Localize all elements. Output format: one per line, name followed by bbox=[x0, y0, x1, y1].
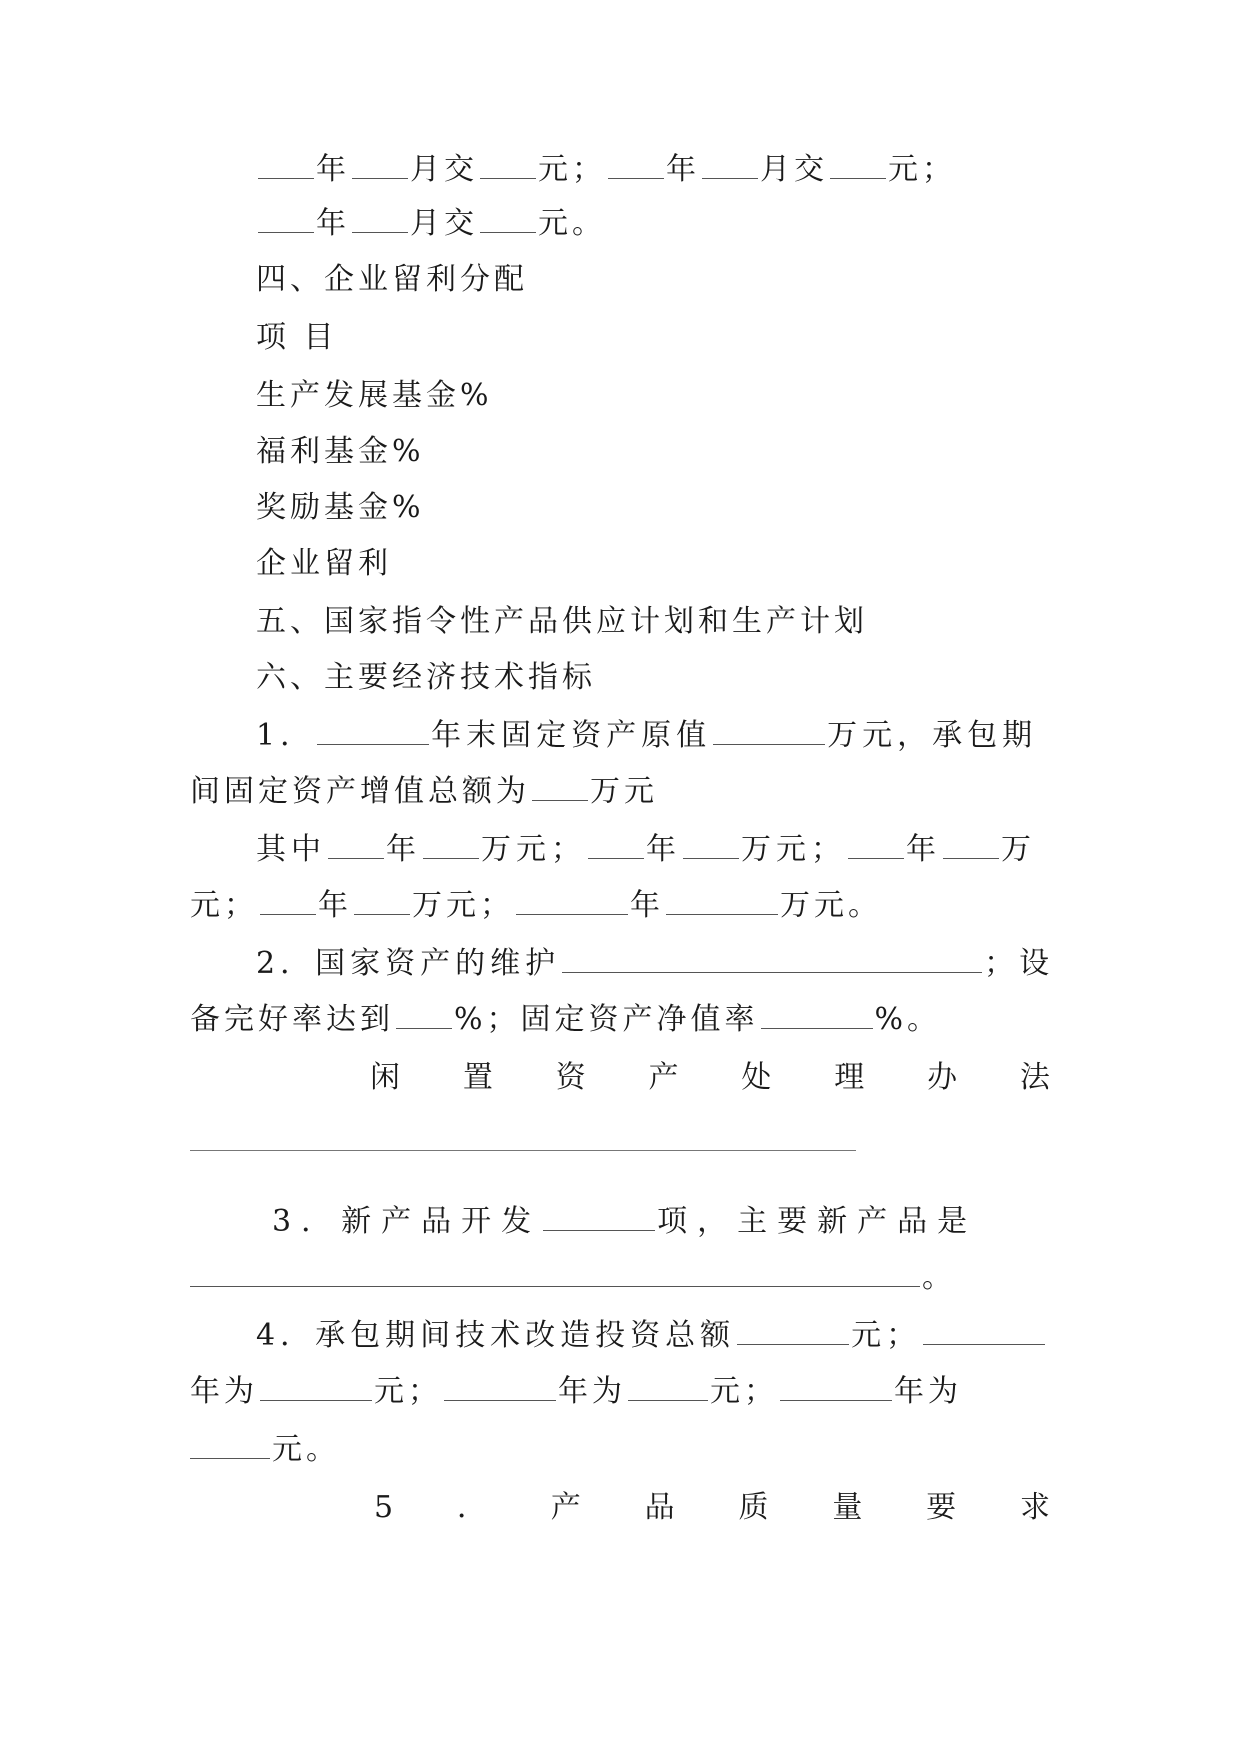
blank-field[interactable] bbox=[543, 1204, 655, 1231]
indicator-2-line-2 bbox=[190, 1000, 1050, 1040]
item-bonus-fund: 奖励基金% bbox=[256, 490, 425, 525]
text-yuan: 元； bbox=[851, 1318, 922, 1353]
blank-field[interactable] bbox=[943, 832, 999, 859]
blank-field[interactable] bbox=[713, 718, 825, 745]
indicator-4-line-2 bbox=[190, 1372, 1050, 1412]
text-char: 品 bbox=[644, 1490, 675, 1525]
text-char: 闲 bbox=[370, 1060, 400, 1095]
indicator-2-line-1 bbox=[256, 944, 1055, 984]
blank-field[interactable] bbox=[480, 152, 536, 179]
blank-field[interactable] bbox=[480, 206, 536, 233]
text-year-is: 年为 bbox=[894, 1374, 962, 1409]
blank-field[interactable] bbox=[666, 888, 778, 915]
idle-assets-blank-line[interactable] bbox=[190, 1150, 856, 1151]
item-header: 项 目 bbox=[256, 320, 338, 355]
indicator-1-line-2 bbox=[190, 772, 1050, 812]
indicator-1-breakdown-line-2 bbox=[190, 886, 1050, 926]
blank-field[interactable] bbox=[444, 1374, 556, 1401]
text-year: 年 bbox=[906, 832, 941, 867]
text-char: 置 bbox=[462, 1060, 493, 1095]
text-year: 年 bbox=[646, 832, 681, 867]
indicator-1-breakdown-line-1 bbox=[256, 830, 1050, 870]
text-char: ． bbox=[456, 1490, 487, 1525]
text-char: 要 bbox=[926, 1490, 957, 1525]
blank-field[interactable] bbox=[190, 1432, 270, 1459]
indicator-4-line-1 bbox=[256, 1316, 1050, 1356]
blank-field[interactable] bbox=[352, 152, 408, 179]
blank-field[interactable] bbox=[923, 1318, 1045, 1345]
indicator-1-line-1 bbox=[256, 716, 1050, 756]
text-among: 其中 bbox=[256, 832, 326, 867]
indicator-5-heading bbox=[374, 1488, 1050, 1528]
text-yuan: 元； bbox=[190, 888, 258, 923]
text-yuan: 元； bbox=[374, 1374, 442, 1409]
text-year: 年 bbox=[666, 152, 700, 187]
item-number: 2． bbox=[256, 946, 316, 981]
text-char: 求 bbox=[1020, 1490, 1050, 1525]
text-char: 法 bbox=[1019, 1060, 1050, 1095]
blank-field[interactable] bbox=[562, 946, 982, 973]
blank-field[interactable] bbox=[423, 832, 479, 859]
text-percent: %。 bbox=[874, 1002, 942, 1037]
idle-assets-heading bbox=[370, 1058, 1050, 1098]
blank-field[interactable] bbox=[532, 774, 588, 801]
section-5-title: 五、国家指令性产品供应计划和生产计划 bbox=[256, 604, 868, 639]
blank-field[interactable] bbox=[516, 888, 628, 915]
text-char: 办 bbox=[927, 1060, 958, 1095]
blank-field[interactable] bbox=[396, 1002, 452, 1029]
text-wan-yuan: 万元 bbox=[590, 774, 658, 809]
blank-field[interactable] bbox=[352, 206, 408, 233]
indicator-3-line-2 bbox=[190, 1258, 1050, 1298]
text-char: 资 bbox=[555, 1060, 586, 1095]
blank-field[interactable] bbox=[737, 1318, 849, 1345]
text-year-is: 年为 bbox=[190, 1374, 258, 1409]
text-char: 处 bbox=[741, 1060, 772, 1095]
text-month-pay: 月交 bbox=[760, 152, 828, 187]
text-equipment-rate: 备完好率达到 bbox=[190, 1002, 394, 1037]
text-new-products: 新产品开发 bbox=[341, 1204, 542, 1239]
payment-schedule-line-1 bbox=[256, 150, 1050, 190]
text-yuan: 元； bbox=[710, 1374, 778, 1409]
blank-field[interactable] bbox=[830, 152, 886, 179]
text-yuan: 元。 bbox=[272, 1432, 340, 1467]
blank-field[interactable] bbox=[848, 832, 904, 859]
blank-field[interactable] bbox=[761, 1002, 873, 1029]
text-year: 年 bbox=[386, 832, 421, 867]
text-wan: 万 bbox=[1001, 832, 1036, 867]
blank-field[interactable] bbox=[317, 718, 429, 745]
text-asset-maintenance: 国家资产的维护 bbox=[315, 946, 561, 981]
text-char: 理 bbox=[834, 1060, 865, 1095]
text-period: 。 bbox=[922, 1260, 956, 1295]
item-number: 1． bbox=[256, 718, 316, 753]
blank-field[interactable] bbox=[260, 888, 316, 915]
blank-field[interactable] bbox=[260, 1374, 372, 1401]
blank-field[interactable] bbox=[780, 1374, 892, 1401]
payment-schedule-line-2 bbox=[256, 204, 1050, 244]
indicator-4-line-3 bbox=[190, 1430, 1050, 1470]
text-char: 产 bbox=[648, 1060, 679, 1095]
text-wan-yuan: 万元； bbox=[741, 832, 846, 867]
blank-field[interactable] bbox=[628, 1374, 708, 1401]
text-net-value-rate: %；固定资产净值率 bbox=[454, 1002, 759, 1037]
text-month-pay: 月交 bbox=[410, 152, 478, 187]
item-number: 4． bbox=[256, 1318, 316, 1353]
item-number: 5 bbox=[374, 1490, 394, 1525]
blank-field[interactable] bbox=[588, 832, 644, 859]
text-year-is: 年为 bbox=[558, 1374, 626, 1409]
section-4-title: 四、企业留利分配 bbox=[256, 262, 528, 297]
blank-field[interactable] bbox=[328, 832, 384, 859]
text-fixed-assets: 年末固定资产原值 bbox=[431, 718, 712, 753]
blank-field[interactable] bbox=[258, 206, 314, 233]
text-equipment-start: ；设 bbox=[984, 946, 1055, 981]
section-6-title: 六、主要经济技术指标 bbox=[256, 660, 596, 695]
text-char: 产 bbox=[550, 1490, 581, 1525]
text-wan-yuan: 万元； bbox=[412, 888, 514, 923]
text-char: 质 bbox=[738, 1490, 769, 1525]
text-char: 量 bbox=[832, 1490, 863, 1525]
text-yuan: 元； bbox=[538, 152, 606, 187]
text-yuan: 元。 bbox=[538, 206, 606, 241]
text-year: 年 bbox=[318, 888, 352, 923]
indicator-3-line-1 bbox=[272, 1202, 1050, 1242]
item-number: 3． bbox=[272, 1204, 342, 1239]
text-contract-period: 万元，承包期 bbox=[827, 718, 1038, 753]
text-wan-yuan: 万元。 bbox=[780, 888, 882, 923]
text-wan-yuan: 万元； bbox=[481, 832, 586, 867]
item-retained-profit: 企业留利 bbox=[256, 546, 392, 581]
text-year: 年 bbox=[316, 152, 350, 187]
text-year: 年 bbox=[316, 206, 350, 241]
blank-field[interactable] bbox=[608, 152, 664, 179]
text-yuan: 元； bbox=[888, 152, 956, 187]
blank-field[interactable] bbox=[683, 832, 739, 859]
blank-field[interactable] bbox=[702, 152, 758, 179]
item-production-fund: 生产发展基金% bbox=[256, 378, 493, 413]
blank-field[interactable] bbox=[354, 888, 410, 915]
blank-field[interactable] bbox=[190, 1260, 920, 1287]
text-appreciation-total: 间固定资产增值总额为 bbox=[190, 774, 530, 809]
blank-field[interactable] bbox=[258, 152, 314, 179]
text-year: 年 bbox=[630, 888, 664, 923]
item-welfare-fund: 福利基金% bbox=[256, 434, 425, 469]
text-month-pay: 月交 bbox=[410, 206, 478, 241]
text-main-new-products: 项，主要新产品是 bbox=[657, 1204, 978, 1239]
text-tech-investment: 承包期间技术改造投资总额 bbox=[315, 1318, 736, 1353]
